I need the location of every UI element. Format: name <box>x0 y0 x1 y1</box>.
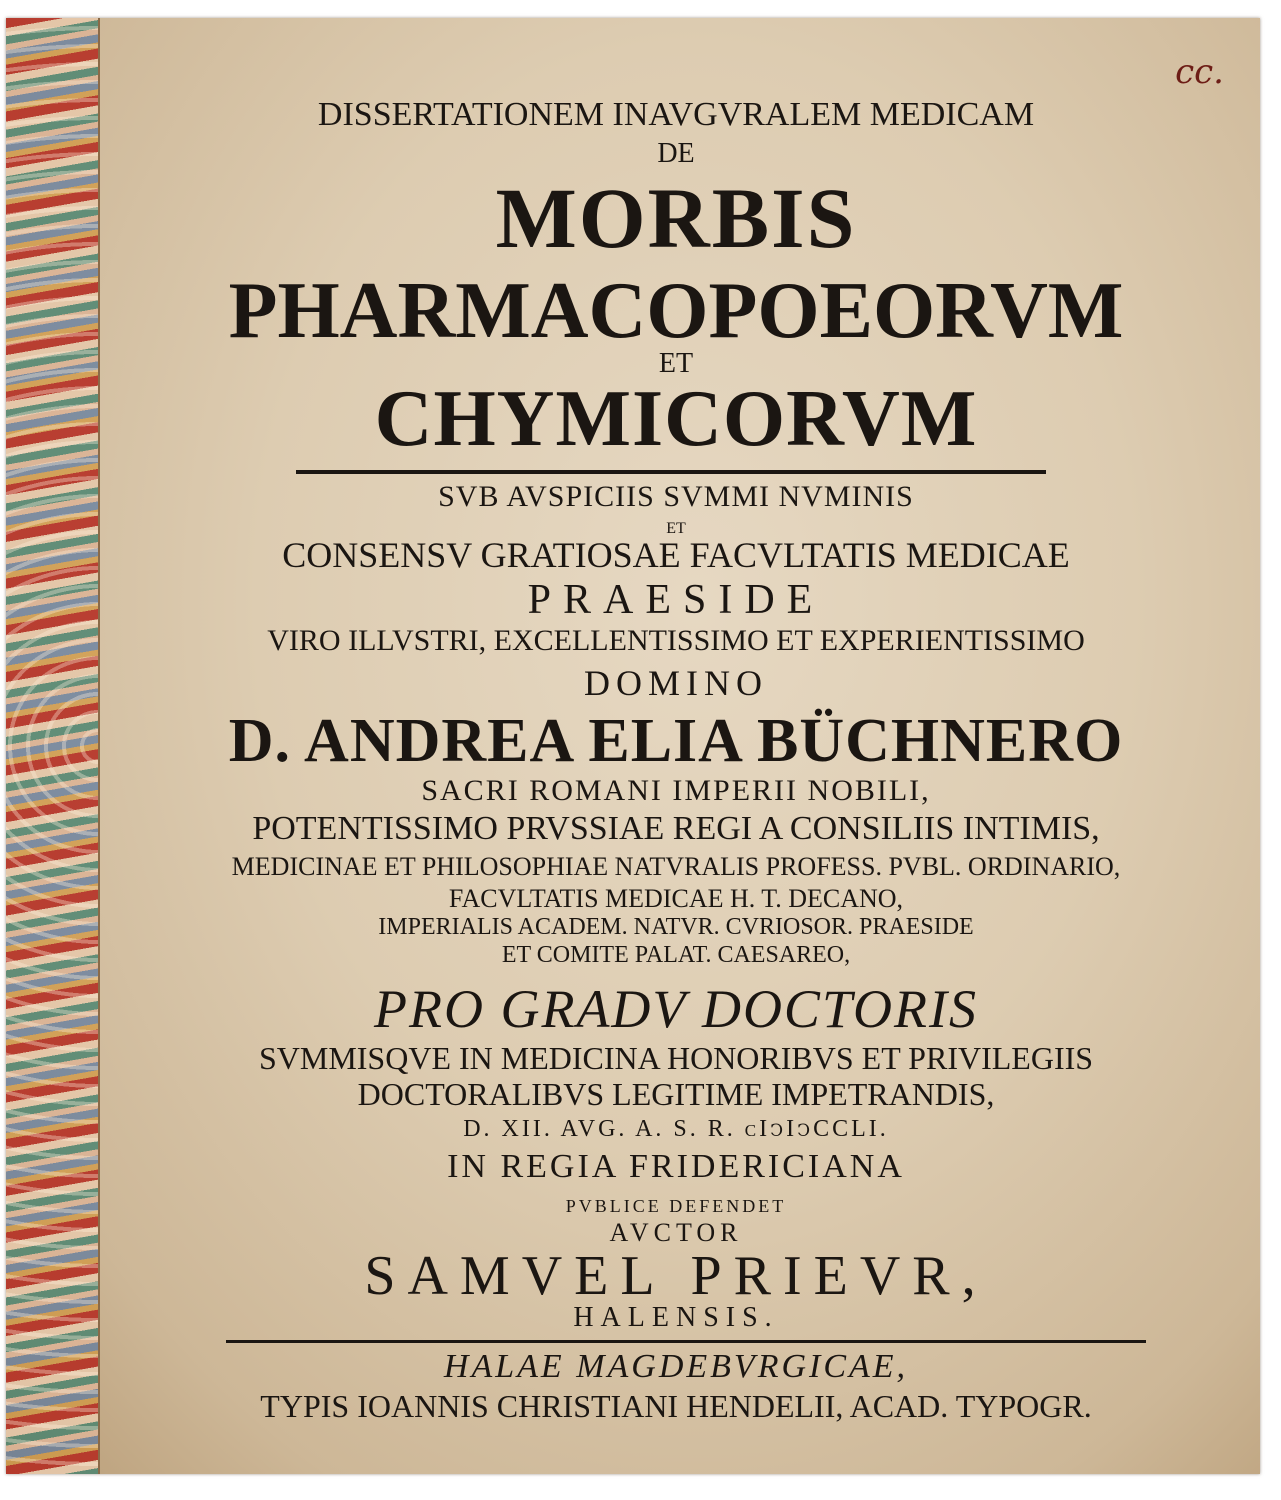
author-name: SAMVEL PRIEVR, <box>364 1245 988 1307</box>
divider-top <box>296 470 1046 474</box>
title-page-text <box>126 18 1226 1474</box>
imprint-printer: TYPIS IOANNIS CHRISTIANI HENDELII, ACAD. TYPOGR. <box>260 1388 1092 1424</box>
halensis-line: HALENSIS. <box>573 1302 779 1333</box>
impetrandis-line: DOCTORALIBVS LEGITIME IMPETRANDIS, <box>357 1076 995 1112</box>
date-line: D. XII. AVG. A. S. R. cIↄIↄCCLI. <box>463 1116 889 1142</box>
et-line-2: ET <box>666 520 686 537</box>
title-chymicorum: CHYMICORVM <box>374 375 978 463</box>
auspiciis-line: SVB AVSPICIIS SVMMI NVMINIS <box>438 480 914 513</box>
de-line: DE <box>657 138 695 169</box>
nobili-line: SACRI ROMANI IMPERII NOBILI, <box>421 774 931 807</box>
defendet-line: PVBLICE DEFENDET <box>565 1196 787 1216</box>
handwritten-mark: cc. <box>1175 52 1224 92</box>
marbled-spine <box>6 18 100 1474</box>
et-line-1: ET <box>658 348 694 379</box>
title-page <box>6 18 1260 1474</box>
title-morbis: MORBIS <box>495 170 857 266</box>
consensu-line: CONSENSV GRATIOSAE FACVLTATIS MEDICAE <box>282 535 1070 575</box>
pro-gradu-line: PRO GRADV DOCTORIS <box>374 979 978 1039</box>
professor-line: MEDICINAE ET PHILOSOPHIAE NATVRALIS PROFESS. PVBL. ORDINARIO, <box>231 852 1121 881</box>
decano-line: FACVLTATIS MEDICAE H. T. DECANO, <box>448 884 904 913</box>
imprint-place: HALAE MAGDEBVRGICAE, <box>443 1348 909 1385</box>
divider-bottom <box>226 1340 1146 1343</box>
comite-line: ET COMITE PALAT. CAESAREO, <box>501 942 851 968</box>
praeses-name: D. ANDREA ELIA BÜCHNERO <box>228 707 1124 775</box>
academ-line: IMPERIALIS ACADEM. NATVR. CVRIOSOR. PRAESIDE <box>378 914 974 940</box>
title-pharmacopoeorum: PHARMACOPOEORVM <box>228 267 1124 355</box>
honoribus-line: SVMMISQVE IN MEDICINA HONORIBVS ET PRIVILEGIIS <box>258 1040 1094 1076</box>
dissertation-heading: DISSERTATIONEM INAVGVRALEM MEDICAM <box>317 96 1035 133</box>
praeside-line: PRAESIDE <box>527 577 825 623</box>
consiliis-line: POTENTISSIMO PRVSSIAE REGI A CONSILIIS INTIMIS, <box>252 810 1100 847</box>
auctor-line: AVCTOR <box>609 1218 743 1247</box>
fridericiana-line: IN REGIA FRIDERICIANA <box>447 1148 905 1185</box>
viro-line: VIRO ILLVSTRI, EXCELLENTISSIMO ET EXPERIENTISSIMO <box>267 624 1085 657</box>
domino-line: DOMINO <box>584 663 768 703</box>
